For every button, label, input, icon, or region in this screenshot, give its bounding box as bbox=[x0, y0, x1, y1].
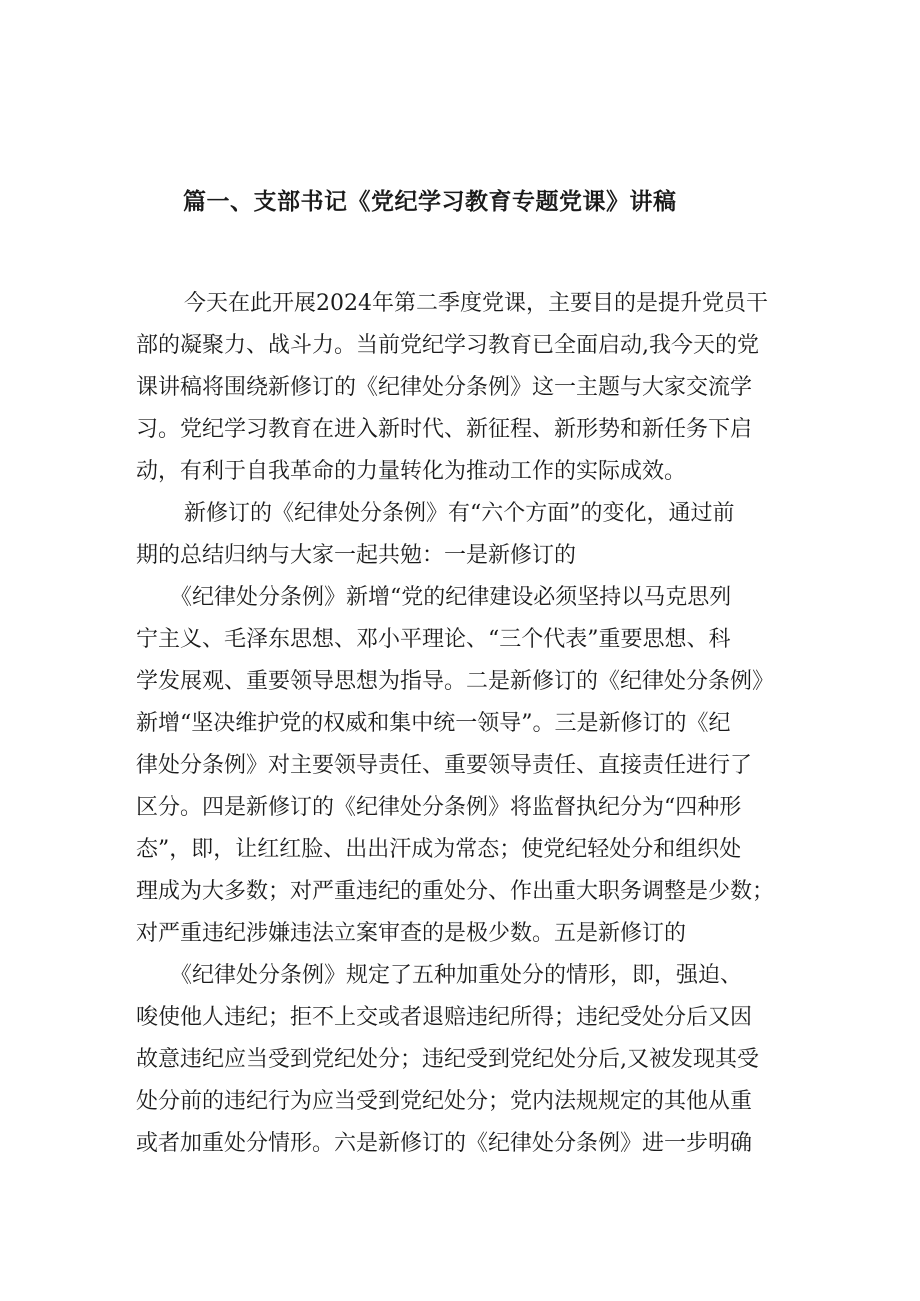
paragraph-line: 期的总结归纳与大家一起共勉：一是新修订的 bbox=[136, 543, 577, 568]
paragraph-line: 故意违纪应当受到党纪处分；违纪受到党纪处分后,又被发现其受 bbox=[136, 1047, 759, 1072]
paragraph-line: 部的凝聚力、战斗力。当前党纪学习教育已全面启动,我今天的党 bbox=[136, 333, 759, 358]
paragraph-line: 理成为大多数；对严重违纪的重处分、作出重大职务调整是少数； bbox=[136, 879, 775, 904]
paragraph-line: 宁主义、毛泽东思想、邓小平理论、“三个代表”重要思想、科 bbox=[136, 627, 731, 652]
paragraph-line: 《纪律处分条例》新增“党的纪律建设必须坚持以马克思列 bbox=[170, 585, 732, 610]
paragraph-line: 新修订的《纪律处分条例》有“六个方面”的变化，通过前 bbox=[184, 501, 735, 526]
paragraph-line: 区分。四是新修订的《纪律处分条例》将监督执纪分为“四种形 bbox=[136, 795, 742, 820]
document-title: 篇一、支部书记《党纪学习教育专题党课》讲稿 bbox=[183, 189, 677, 215]
paragraph-line: 课讲稿将围绕新修订的《纪律处分条例》这一主题与大家交流学 bbox=[136, 375, 753, 400]
paragraph-line: 动，有利于自我革命的力量转化为推动工作的实际成效。 bbox=[136, 459, 687, 484]
paragraph-line: 或者加重处分情形。六是新修订的《纪律处分条例》进一步明确 bbox=[136, 1131, 753, 1156]
paragraph-line: 对严重违纪涉嫌违法立案审查的是极少数。五是新修订的 bbox=[136, 921, 687, 946]
document-body bbox=[136, 283, 796, 1165]
paragraph-line: 学发展观、重要领导思想为指导。二是新修订的《纪律处分条例》 bbox=[136, 669, 775, 694]
paragraph-line: 新增“坚决维护党的权威和集中统一领导”。三是新修订的《纪 bbox=[136, 711, 731, 736]
paragraph-line: 律处分条例》对主要领导责任、重要领导责任、直接责任进行了 bbox=[136, 753, 753, 778]
paragraph-line: 唆使他人违纪；拒不上交或者退赔违纪所得；违纪受处分后又因 bbox=[136, 1005, 753, 1030]
paragraph-line: 今天在此开展2024年第二季度党课，主要目的是提升党员干 bbox=[184, 291, 768, 316]
paragraph-line: 《纪律处分条例》规定了五种加重处分的情形，即，强迫、 bbox=[170, 963, 743, 988]
paragraph-line: 处分前的违纪行为应当受到党纪处分；党内法规规定的其他从重 bbox=[136, 1089, 753, 1114]
paragraph-line: 习。党纪学习教育在进入新时代、新征程、新形势和新任务下启 bbox=[136, 417, 753, 442]
paragraph-line: 态”，即，让红红脸、出出汗成为常态；使党纪轻处分和组织处 bbox=[136, 837, 742, 862]
